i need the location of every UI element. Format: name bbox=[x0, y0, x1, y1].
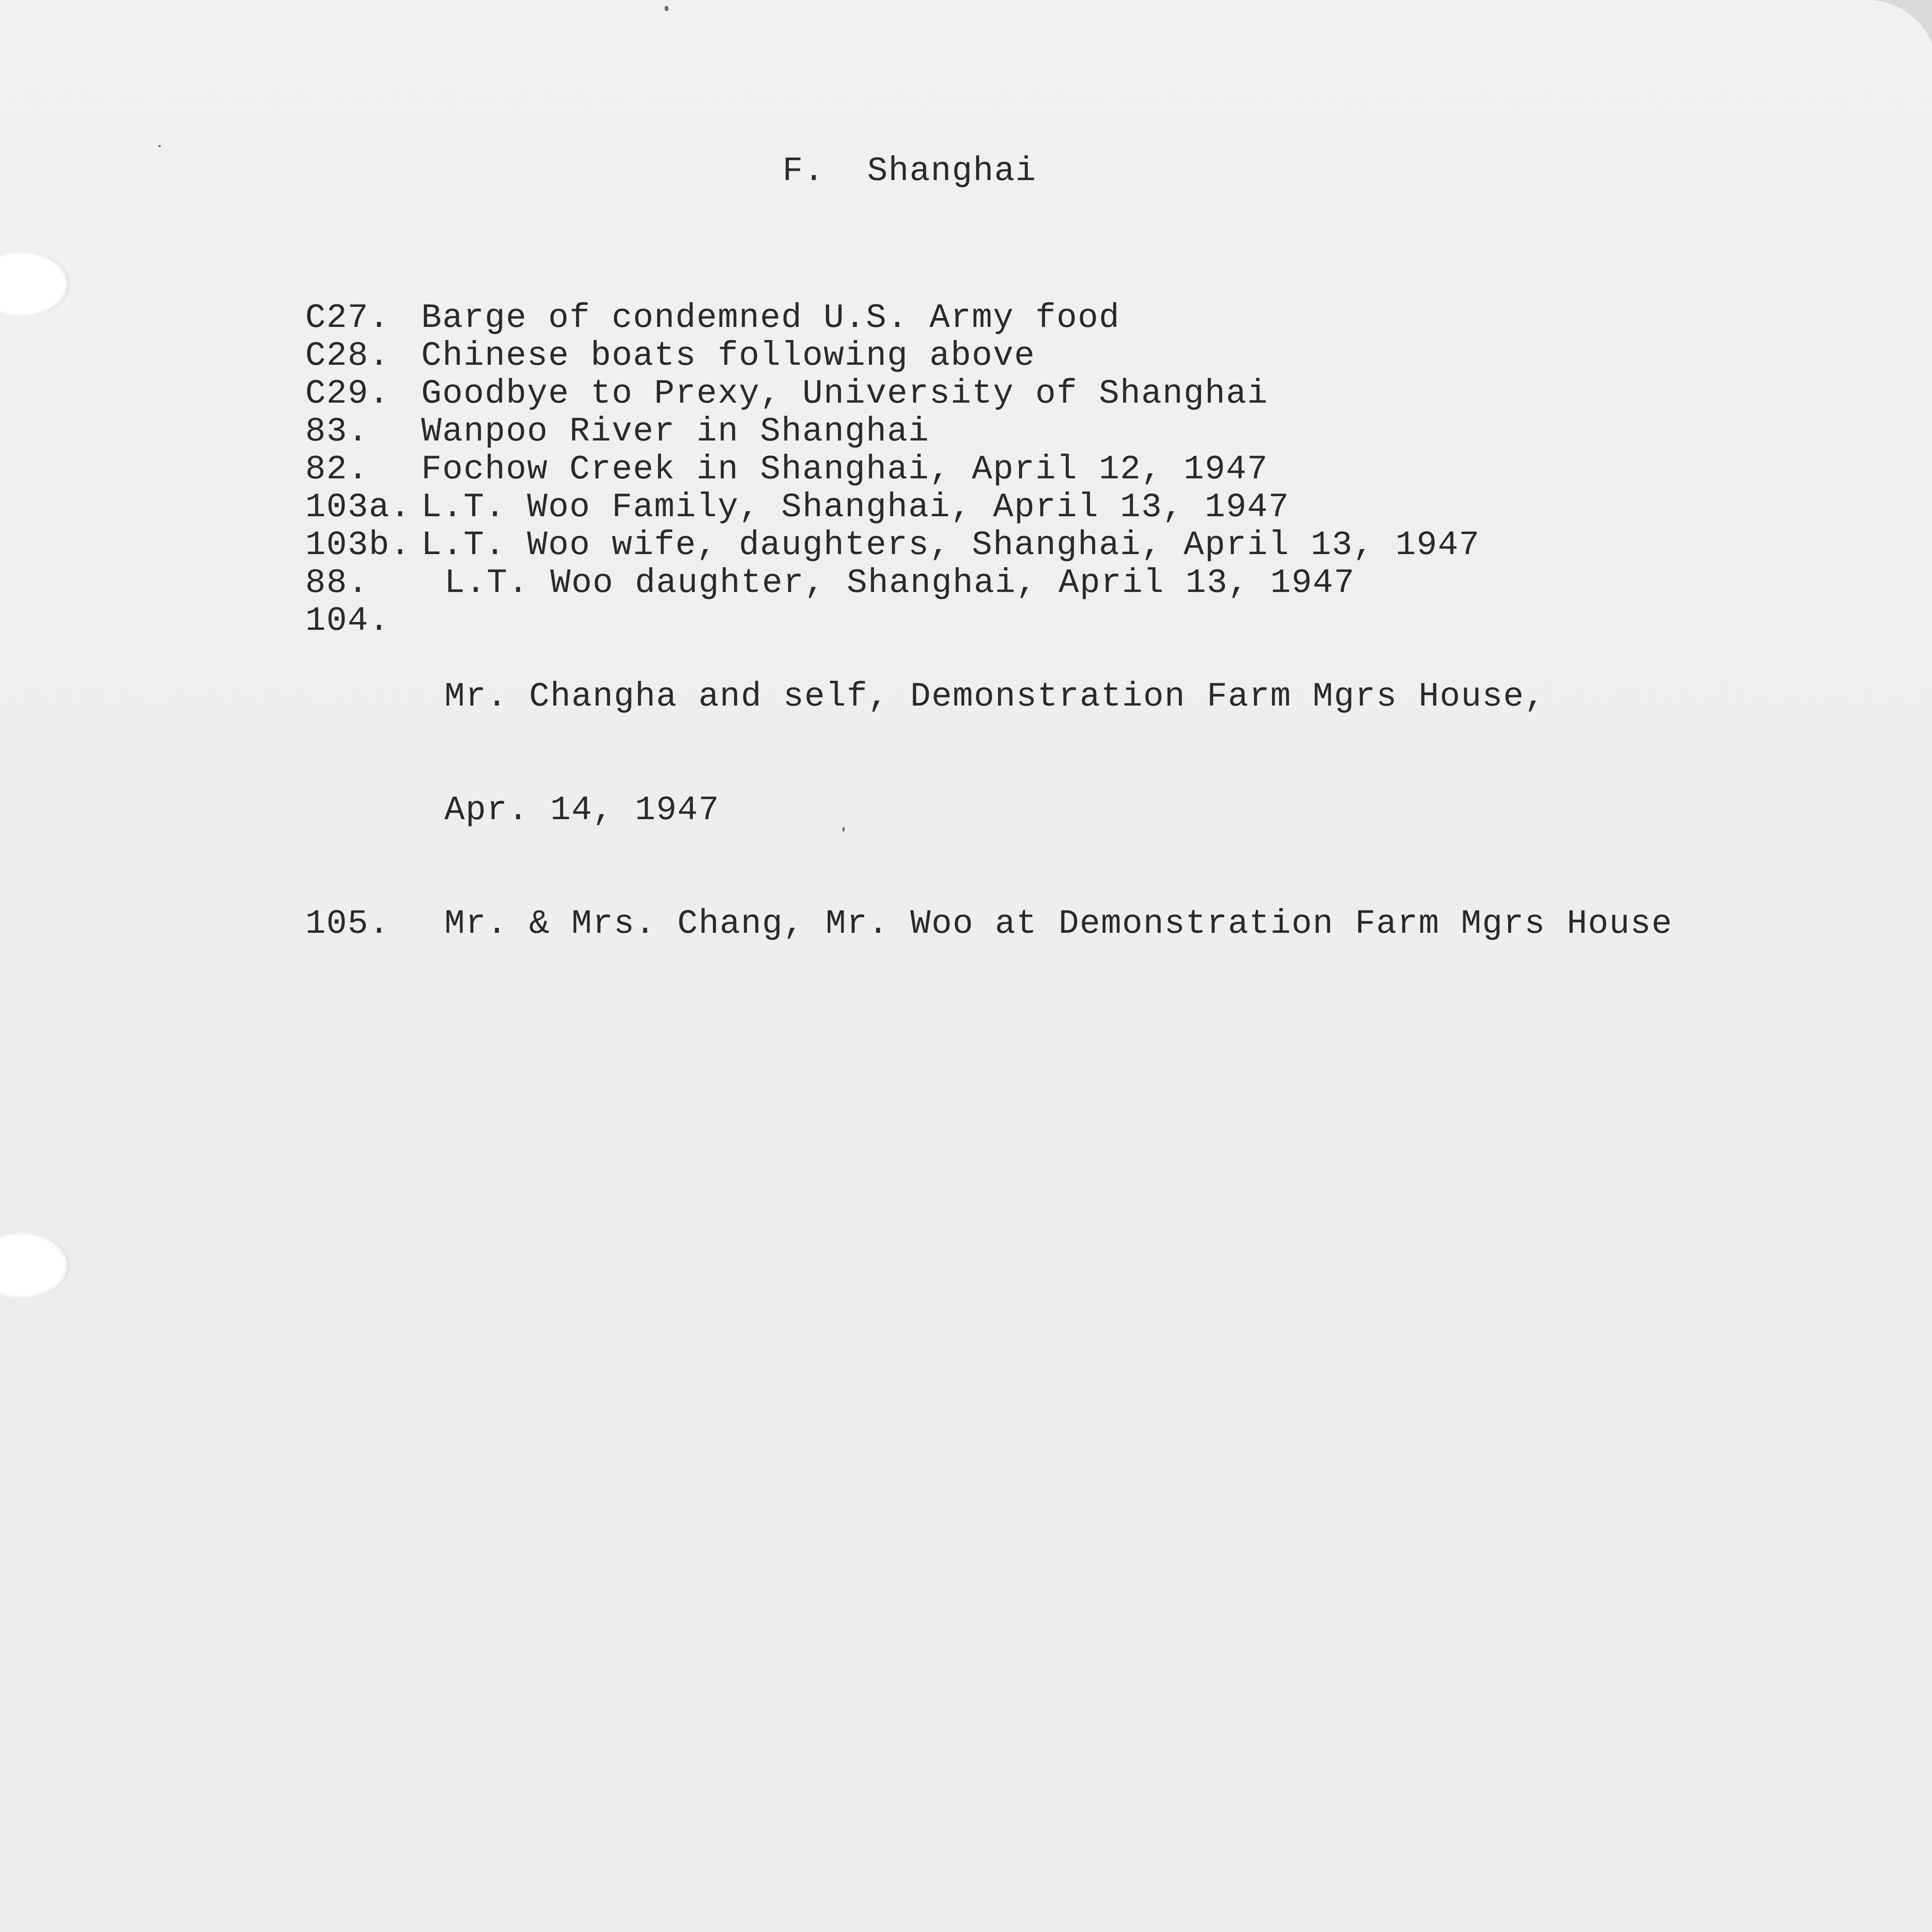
list-item bbox=[305, 375, 1673, 413]
item-caption: Mr. Changha and self, Demonstration Farm Mgrs House, bbox=[444, 678, 1546, 716]
list-item bbox=[305, 337, 1673, 375]
item-number: C28. bbox=[305, 337, 390, 375]
photo-list bbox=[305, 299, 1673, 943]
paper-speck bbox=[842, 827, 845, 832]
item-caption: Mr. & Mrs. Chang, Mr. Woo at Demonstration Farm Mgrs House bbox=[444, 905, 1673, 943]
item-number: 103b. bbox=[305, 526, 412, 565]
punch-hole-middle bbox=[0, 1233, 70, 1298]
item-caption: Barge of condemned U.S. Army food bbox=[421, 299, 1120, 337]
paper-speck bbox=[665, 6, 668, 11]
item-number: 88. bbox=[305, 564, 369, 602]
item-number: 82. bbox=[305, 451, 369, 489]
list-item bbox=[305, 527, 1673, 565]
punch-hole-top bbox=[0, 251, 70, 317]
item-number: 104. bbox=[305, 602, 390, 640]
item-number: 83. bbox=[305, 413, 369, 451]
item-caption: Chinese boats following above bbox=[421, 337, 1036, 375]
list-item bbox=[305, 602, 1673, 905]
item-number: 105. bbox=[305, 905, 390, 943]
item-caption: L.T. Woo Family, Shanghai, April 13, 1947 bbox=[421, 488, 1290, 527]
item-number: C29. bbox=[305, 375, 390, 413]
list-item bbox=[305, 299, 1673, 337]
item-caption: Fochow Creek in Shanghai, April 12, 1947 bbox=[421, 451, 1269, 489]
item-caption: Wanpoo River in Shanghai bbox=[421, 413, 930, 451]
list-item bbox=[305, 413, 1673, 451]
item-number: 103a. bbox=[305, 488, 412, 527]
list-item bbox=[305, 905, 1673, 943]
item-number: C27. bbox=[305, 299, 390, 337]
list-item bbox=[305, 489, 1673, 527]
item-caption: L.T. Woo wife, daughters, Shanghai, April 13, 1947 bbox=[421, 526, 1480, 565]
page-title: F. Shanghai bbox=[782, 152, 1037, 190]
item-caption: Goodbye to Prexy, University of Shanghai bbox=[421, 375, 1269, 413]
paper-speck bbox=[158, 145, 161, 147]
item-caption: L.T. Woo daughter, Shanghai, April 13, 1947 bbox=[444, 564, 1355, 602]
item-caption-block bbox=[444, 602, 1546, 905]
list-item bbox=[305, 565, 1673, 602]
list-item bbox=[305, 451, 1673, 489]
item-caption-continuation: Apr. 14, 1947 bbox=[444, 791, 720, 830]
